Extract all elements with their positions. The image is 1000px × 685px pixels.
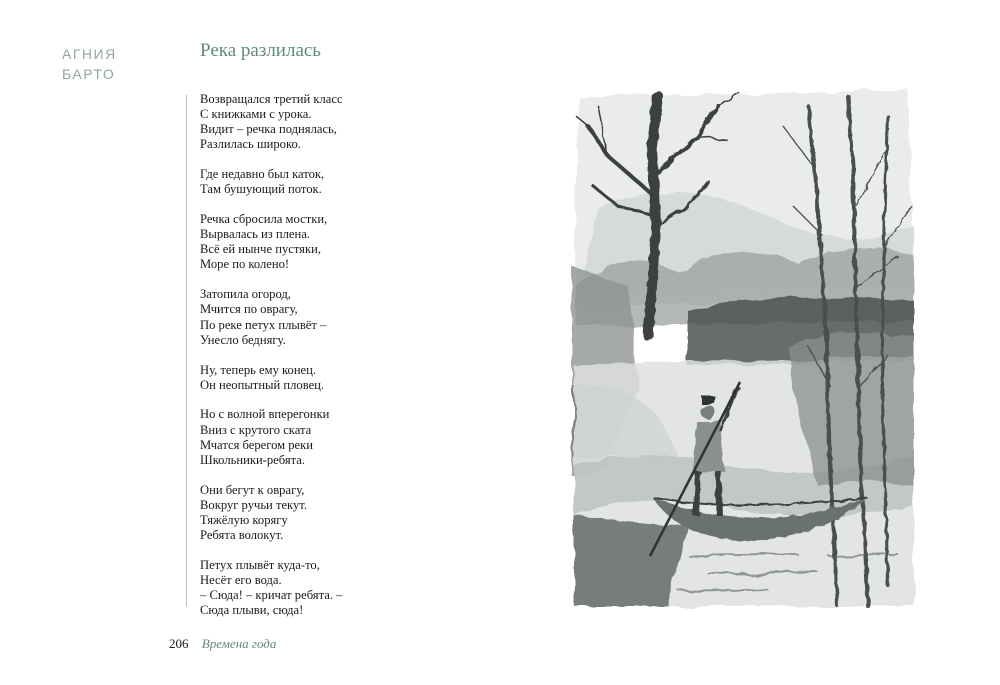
poem-line: Мчится по оврагу, bbox=[200, 302, 298, 317]
poem-stanza bbox=[200, 287, 343, 347]
author-last-name: БАРТО bbox=[62, 66, 116, 82]
poem-stanza bbox=[200, 407, 343, 467]
section-title: Времена года bbox=[201, 636, 277, 651]
poem-line: С книжками с урока. bbox=[200, 107, 312, 122]
poem-line: Там бушующий поток. bbox=[200, 182, 322, 197]
poem-line: Ребята волокут. bbox=[200, 527, 284, 542]
poem-line: Затопила огород, bbox=[200, 287, 291, 302]
poem-stanza bbox=[200, 167, 343, 197]
poem-stanza bbox=[200, 212, 343, 272]
poem-line: Море по колено! bbox=[200, 257, 290, 272]
poem-line: Тяжёлую корягу bbox=[200, 512, 288, 527]
poem-line: Всё ей нынче пустяки, bbox=[200, 242, 321, 257]
poem-line: Вырвалась из плена. bbox=[200, 227, 310, 242]
poem-line: Возвращался третий класс bbox=[200, 92, 343, 106]
poem-line: Речка сбросила мостки, bbox=[200, 212, 328, 227]
poem-line: Но с волной вперегонки bbox=[200, 407, 330, 422]
poem-line: Он неопытный пловец. bbox=[200, 377, 325, 392]
poem-line: По реке петух плывёт – bbox=[200, 317, 327, 332]
poem-line: – Сюда! – кричат ребята. – bbox=[200, 588, 343, 603]
poem-body bbox=[200, 92, 343, 633]
poem-stanza bbox=[200, 483, 343, 543]
margin-rule bbox=[186, 95, 187, 607]
poem-stanza bbox=[200, 92, 343, 152]
page-number: 206 bbox=[169, 636, 189, 651]
poem-line: Они бегут к оврагу, bbox=[200, 482, 305, 497]
poem-line: Несёт его вода. bbox=[200, 572, 282, 587]
poem-line: Унесло беднягу. bbox=[200, 332, 286, 347]
poem-title: Река разлилась bbox=[200, 40, 321, 61]
watercolor-illustration bbox=[568, 86, 920, 610]
poem-line: Петух плывёт куда-то, bbox=[200, 557, 320, 572]
poem-line: Ну, теперь ему конец. bbox=[200, 362, 317, 377]
poem-line: Вниз с крутого ската bbox=[200, 422, 312, 437]
author-name bbox=[62, 44, 117, 84]
author-first-name: АГНИЯ bbox=[62, 46, 117, 62]
poem-line: Школьники-ребята. bbox=[200, 452, 306, 467]
poem-stanza bbox=[200, 363, 343, 393]
poem-stanza bbox=[200, 558, 343, 618]
poem-line: Где недавно был каток, bbox=[200, 167, 325, 182]
poem-line: Видит – речка поднялась, bbox=[200, 122, 337, 137]
poem-line: Вокруг ручьи текут. bbox=[200, 497, 307, 512]
poem-line: Разлилась широко. bbox=[200, 137, 301, 152]
poem-line: Мчатся берегом реки bbox=[200, 437, 313, 452]
page-footer bbox=[169, 636, 276, 652]
poem-line: Сюда плыви, сюда! bbox=[200, 603, 304, 618]
